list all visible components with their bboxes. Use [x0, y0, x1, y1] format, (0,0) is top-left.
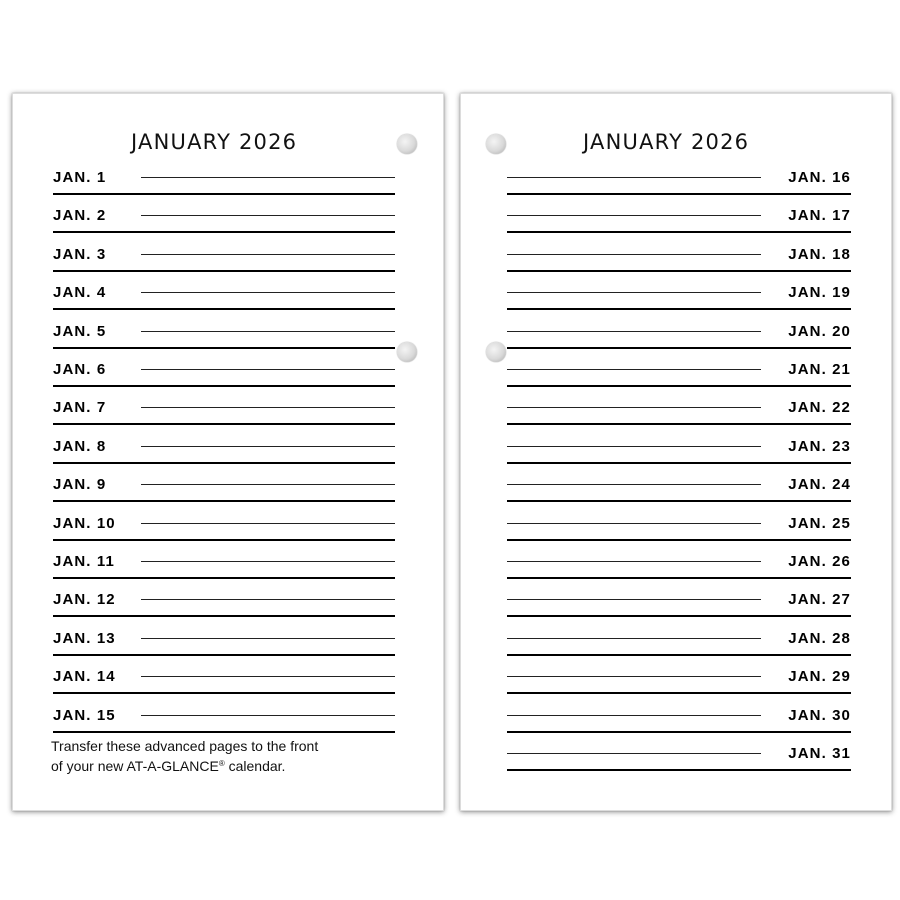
writing-line	[507, 407, 761, 408]
day-entry	[53, 348, 395, 386]
day-label: JAN. 1	[53, 169, 107, 186]
binder-hole-icon	[397, 342, 417, 362]
day-entry	[53, 271, 395, 309]
writing-line	[507, 369, 761, 370]
writing-line	[507, 715, 761, 716]
day-entry	[507, 271, 851, 309]
writing-line	[141, 715, 395, 716]
writing-line	[141, 599, 395, 600]
day-label: JAN. 9	[53, 476, 107, 494]
day-entry	[507, 233, 851, 271]
left-month-title: JANUARY 2026	[131, 130, 298, 154]
day-label: JAN. 5	[53, 322, 107, 340]
note-line-2-suffix: calendar.	[224, 758, 286, 774]
day-label: JAN. 24	[788, 476, 851, 494]
writing-line	[141, 676, 395, 677]
day-entry	[507, 310, 851, 348]
day-label: JAN. 28	[788, 629, 851, 647]
writing-line	[141, 177, 395, 178]
day-entry	[53, 310, 395, 348]
day-entry	[507, 694, 851, 732]
day-label: JAN. 15	[53, 706, 116, 724]
day-entry	[507, 348, 851, 386]
writing-line	[507, 599, 761, 600]
day-label: JAN. 17	[788, 207, 851, 225]
writing-line	[507, 638, 761, 639]
day-label: JAN. 13	[53, 629, 116, 647]
writing-line	[141, 369, 395, 370]
writing-line	[141, 254, 395, 255]
transfer-note	[51, 737, 411, 775]
writing-line	[141, 292, 395, 293]
day-label: JAN. 22	[788, 399, 851, 417]
day-entry	[507, 194, 851, 232]
writing-line	[141, 523, 395, 524]
day-label: JAN. 27	[788, 591, 851, 609]
day-label: JAN. 8	[53, 437, 107, 455]
day-entry	[53, 502, 395, 540]
day-entry	[53, 425, 395, 463]
day-label: JAN. 18	[788, 245, 851, 263]
right-calendar-page	[460, 93, 892, 811]
writing-line	[141, 331, 395, 332]
day-divider	[53, 731, 395, 733]
binder-hole-icon	[486, 134, 506, 154]
day-label: JAN. 14	[53, 668, 116, 686]
day-label: JAN. 7	[53, 399, 107, 417]
day-label: JAN. 11	[53, 553, 115, 570]
day-entry	[53, 578, 395, 616]
writing-line	[507, 484, 761, 485]
day-entry	[53, 386, 395, 424]
day-entry	[53, 655, 395, 693]
writing-line	[141, 446, 395, 447]
day-divider	[507, 769, 851, 771]
day-label: JAN. 2	[53, 207, 107, 225]
day-entry	[507, 463, 851, 501]
writing-line	[507, 561, 761, 562]
day-label: JAN. 31	[788, 745, 851, 762]
day-label: JAN. 30	[788, 706, 851, 724]
day-entry	[53, 463, 395, 501]
day-label: JAN. 4	[53, 284, 107, 302]
writing-line	[507, 753, 761, 754]
day-label: JAN. 12	[53, 591, 116, 609]
day-entry	[507, 655, 851, 693]
left-calendar-page	[12, 93, 444, 811]
right-month-title: JANUARY 2026	[583, 130, 750, 154]
day-entry	[507, 425, 851, 463]
writing-line	[507, 523, 761, 524]
day-label: JAN. 3	[53, 245, 107, 263]
day-entry	[507, 578, 851, 616]
day-entry	[507, 540, 851, 578]
binder-hole-icon	[397, 134, 417, 154]
writing-line	[141, 215, 395, 216]
writing-line	[141, 407, 395, 408]
day-label: JAN. 20	[788, 322, 851, 340]
day-entry	[53, 233, 395, 271]
writing-line	[507, 254, 761, 255]
day-entry	[507, 156, 851, 194]
writing-line	[507, 292, 761, 293]
writing-line	[507, 215, 761, 216]
day-entry	[53, 156, 395, 194]
writing-line	[141, 484, 395, 485]
day-label: JAN. 10	[53, 514, 116, 532]
day-label: JAN. 16	[788, 169, 851, 186]
note-line-2-prefix: of your new AT-A-GLANCE	[51, 758, 219, 774]
day-entry	[53, 617, 395, 655]
day-entry	[507, 502, 851, 540]
day-label: JAN. 26	[788, 553, 851, 570]
registered-mark: ®	[218, 759, 225, 768]
day-label: JAN. 6	[53, 361, 107, 378]
day-label: JAN. 21	[788, 361, 851, 378]
writing-line	[507, 331, 761, 332]
day-entry	[507, 617, 851, 655]
day-entry	[507, 386, 851, 424]
day-label: JAN. 23	[788, 437, 851, 455]
day-label: JAN. 29	[788, 668, 851, 686]
day-label: JAN. 25	[788, 514, 851, 532]
writing-line	[141, 561, 395, 562]
day-entry	[53, 540, 395, 578]
day-entry	[53, 694, 395, 732]
binder-hole-icon	[486, 342, 506, 362]
writing-line	[507, 676, 761, 677]
writing-line	[141, 638, 395, 639]
note-line-1: Transfer these advanced pages to the front	[51, 738, 319, 754]
writing-line	[507, 177, 761, 178]
day-entry	[507, 732, 851, 770]
writing-line	[507, 446, 761, 447]
day-entry	[53, 194, 395, 232]
day-label: JAN. 19	[788, 284, 851, 302]
